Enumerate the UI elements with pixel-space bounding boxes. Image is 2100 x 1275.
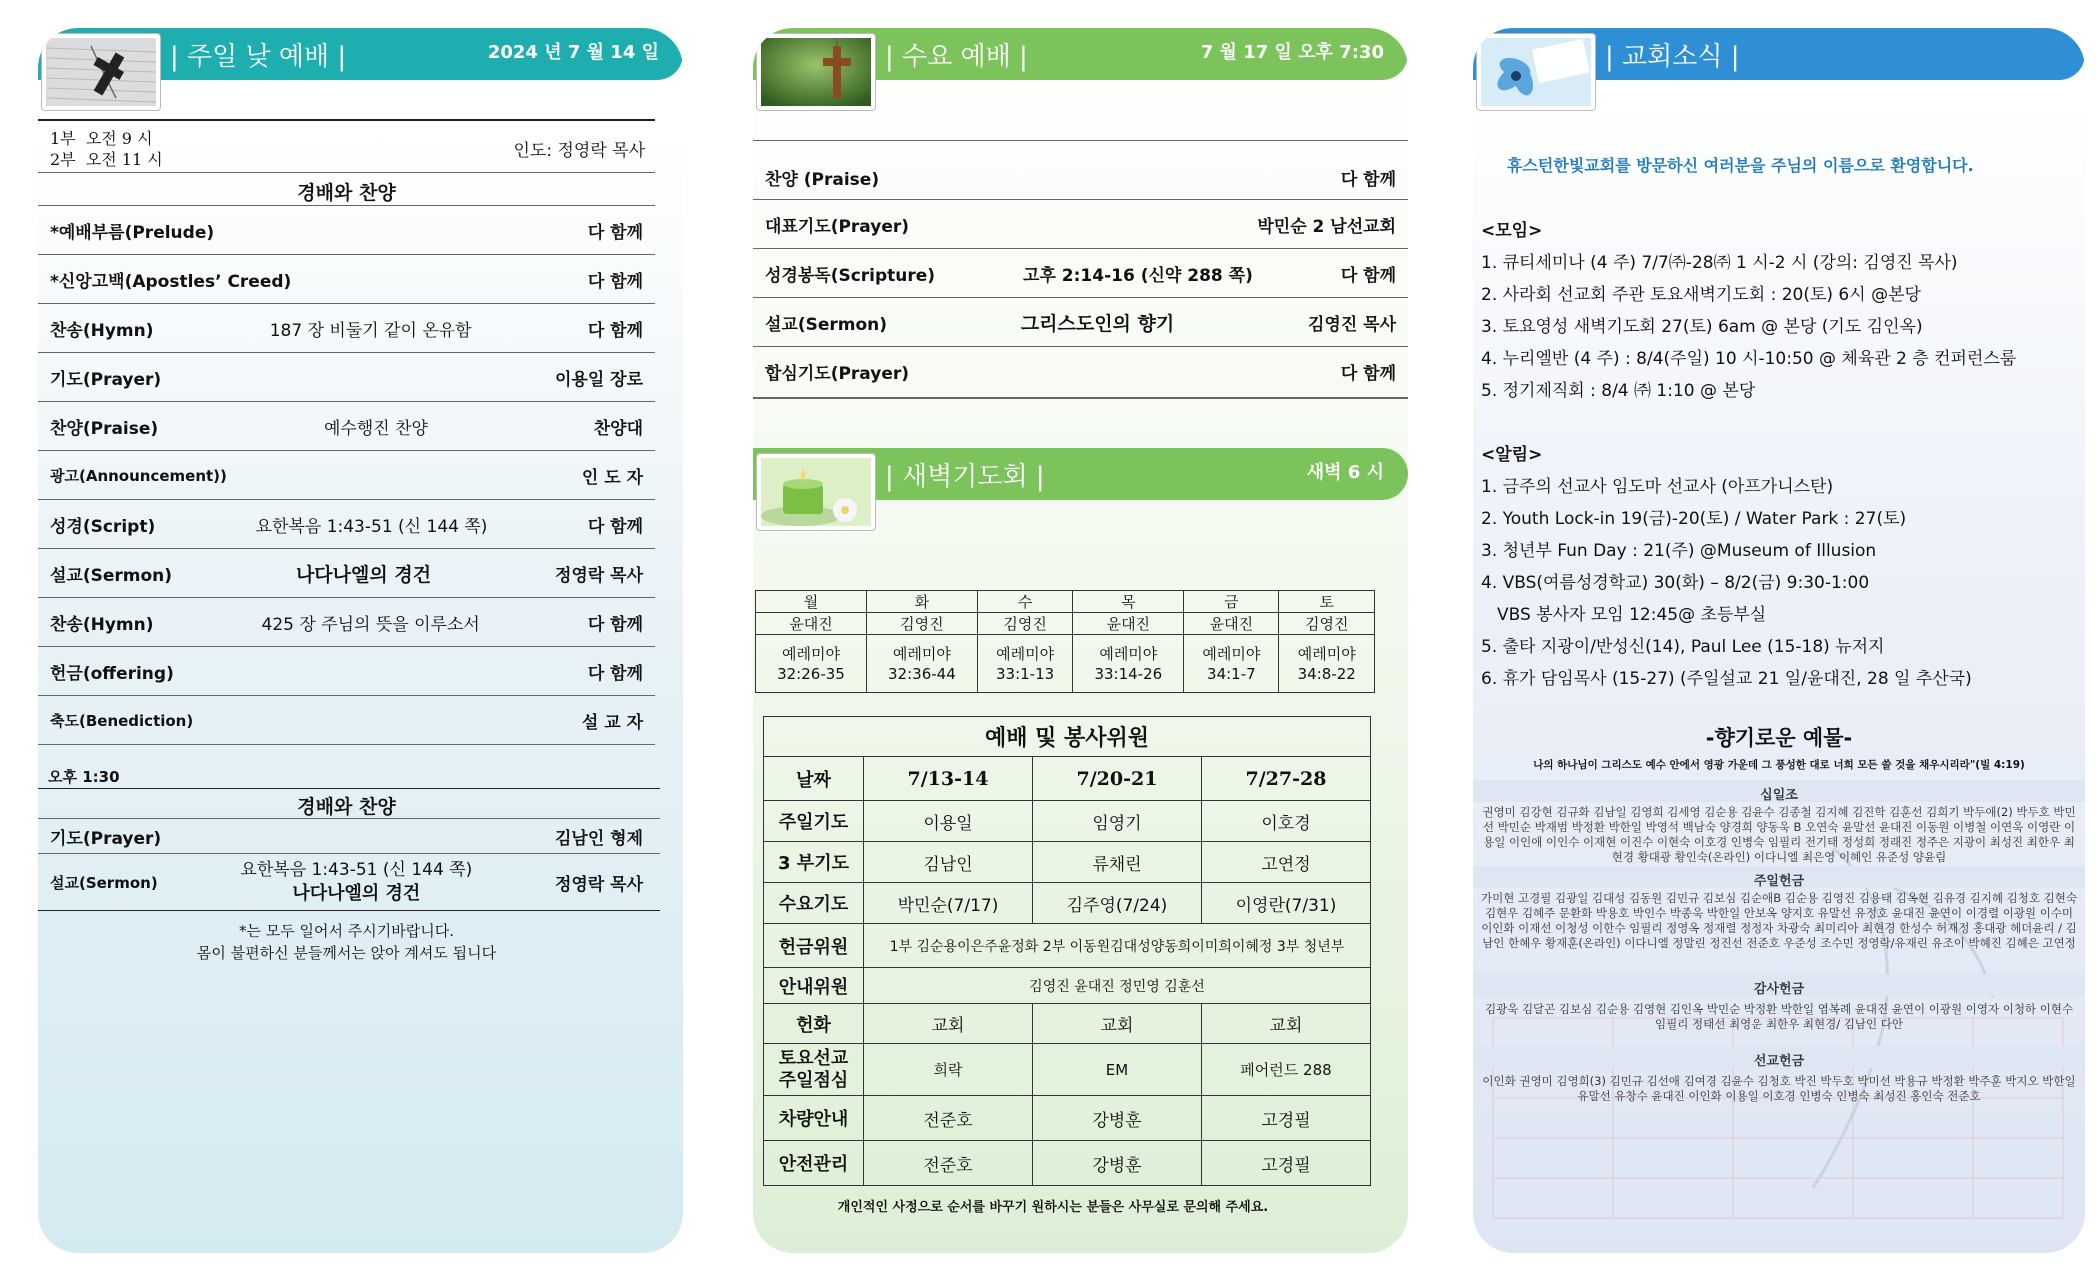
service-part: 1부 — [50, 129, 76, 148]
meeting-item: 5. 정기제직회 : 8/4 ㈜ 1:10 @ 본당 — [1481, 381, 1756, 401]
dawn-leader: 김영진 — [1279, 613, 1375, 635]
afternoon-prayer-by: 김남인 형제 — [554, 828, 643, 849]
dawn-title: | 새벽기도회 | — [885, 462, 1045, 492]
divider — [38, 910, 660, 911]
notice-item: 6. 휴가 담임목사 (15-27) (주일설교 21 일/윤대진, 28 일 추산국) — [1481, 669, 1972, 689]
wednesday-time: 7 월 17 일 오후 7:30 — [1200, 42, 1384, 63]
dawn-book: 예레미야 — [781, 644, 840, 663]
notice-item: VBS 봉사자 모임 12:45@ 초등부실 — [1497, 605, 1767, 625]
order-by: 설 교 자 — [581, 712, 643, 733]
service-times — [50, 128, 163, 170]
sunday-date: 2024 년 7 월 14 일 — [487, 42, 659, 63]
afternoon-prayer-row — [38, 819, 655, 853]
afternoon-sermon-scripture: 요한복음 1:43-51 (신 144 쪽) — [240, 860, 473, 880]
meeting-item: 4. 누리엘반 (4 주) : 8/4(주일) 10 시-10:50 @ 체육관 2 층 컨퍼런스룸 — [1481, 349, 2017, 369]
mission-value: 희락 — [864, 1044, 1033, 1096]
dawn-passage — [1073, 635, 1184, 693]
notices-title: <알림> — [1481, 445, 1543, 465]
thanks-offering-title: 감사헌금 — [1753, 982, 1805, 997]
wed-by: 다 함께 — [1340, 265, 1396, 286]
order-row — [38, 206, 655, 254]
section-title: 경배와 찬양 — [297, 182, 396, 204]
wed-by: 박민순 2 남선교회 — [1257, 216, 1396, 237]
order-by: 다 함께 — [587, 614, 643, 635]
afternoon-title: 경배와 찬양 — [297, 796, 396, 818]
safety-label: 안전관리 — [764, 1141, 864, 1186]
order-item: 기도(Prayer) — [50, 369, 162, 390]
staff-row — [764, 842, 1371, 883]
notice-item: 2. Youth Lock-in 19(금)-20(토) / Water Park : 27(토) — [1481, 509, 1907, 529]
order-row — [38, 696, 655, 744]
wednesday-panel — [753, 28, 1408, 1253]
wed-item: 합심기도(Prayer) — [765, 363, 910, 384]
divider — [753, 140, 1408, 141]
order-content: 425 장 주님의 뜻을 이루소서 — [261, 614, 480, 635]
dawn-book: 예레미야 — [996, 644, 1055, 663]
wed-item: 대표기도(Prayer) — [765, 216, 910, 237]
car-value: 전준호 — [864, 1096, 1033, 1141]
afternoon-sermon-row — [38, 854, 655, 910]
wed-row — [753, 298, 1408, 346]
afternoon-prayer-item: 기도(Prayer) — [50, 828, 162, 849]
safety-value: 고경필 — [1201, 1141, 1370, 1186]
dawn-prayer-table — [755, 590, 1375, 693]
staff-value: 이영란(7/31) — [1201, 883, 1370, 924]
order-item: 성경(Script) — [50, 516, 156, 537]
car-label: 차량안내 — [764, 1096, 864, 1141]
order-row — [38, 255, 655, 303]
service-leader: 인도: 정영락 목사 — [513, 141, 645, 161]
mission-offering-title: 선교헌금 — [1753, 1054, 1805, 1069]
sunday-offering-title: 주일헌금 — [1753, 874, 1805, 889]
order-item: 찬양(Praise) — [50, 418, 159, 439]
flower-value: 교회 — [1201, 1004, 1370, 1044]
order-row — [38, 647, 655, 695]
safety-value: 강병훈 — [1032, 1141, 1201, 1186]
divider — [38, 172, 655, 173]
dawn-day: 목 — [1073, 591, 1184, 613]
afternoon-sermon-item: 설교(Sermon) — [50, 873, 158, 892]
flower-value: 교회 — [864, 1004, 1033, 1044]
dawn-book: 예레미야 — [892, 644, 951, 663]
order-item: 찬송(Hymn) — [50, 614, 154, 635]
gift-verse: 나의 하나님이 그리스도 예수 안에서 영광 가운데 그 풍성한 대로 너희 모든 쓸 것을 채우시리라"(빌 4:19) — [1533, 759, 2025, 771]
order-by: 다 함께 — [587, 222, 643, 243]
service-part: 2부 — [50, 150, 76, 169]
news-panel — [1473, 28, 2085, 1253]
dawn-leader: 김영진 — [866, 613, 977, 635]
wed-by: 다 함께 — [1340, 363, 1396, 384]
mission-value: 페어런드 288 — [1201, 1044, 1370, 1096]
safety-value: 전준호 — [864, 1141, 1033, 1186]
dawn-book: 예레미야 — [1099, 644, 1158, 663]
usher-text: 김영진 윤대진 정민영 김훈선 — [864, 968, 1371, 1004]
welcome-message: 휴스턴한빛교회를 방문하신 여러분을 주님의 이름으로 환영합니다. — [1507, 156, 1974, 175]
order-item: 설교(Sermon) — [50, 565, 173, 586]
wednesday-title: | 수요 예배 | — [885, 42, 1028, 72]
dawn-verse: 34:8-22 — [1297, 664, 1356, 683]
staff-value: 임영기 — [1032, 801, 1201, 842]
order-item: 헌금(offering) — [50, 663, 174, 684]
meetings-title: <모임> — [1481, 221, 1543, 241]
dawn-verse: 34:1-7 — [1207, 664, 1256, 683]
dawn-passage — [866, 635, 977, 693]
staff-date: 7/27-28 — [1201, 757, 1370, 801]
dawn-passage — [1184, 635, 1279, 693]
car-row — [764, 1096, 1371, 1141]
tithe-title: 십일조 — [1760, 788, 1798, 803]
offering-text: 1부 김순용이은주윤정화 2부 이동원김대성양동희이미희이혜정 3부 청년부 — [864, 924, 1371, 968]
dawn-verse: 32:26-35 — [777, 664, 845, 683]
wed-row — [753, 153, 1408, 201]
staff-label: 3 부기도 — [764, 842, 864, 883]
wed-item: 설교(Sermon) — [765, 314, 888, 335]
dawn-passages-row — [756, 635, 1375, 693]
usher-row — [764, 968, 1371, 1004]
dawn-book: 예레미야 — [1297, 644, 1356, 663]
sunday-notes — [38, 920, 655, 964]
wed-item: 찬양 (Praise) — [765, 169, 880, 190]
wed-item: 성경봉독(Scripture) — [765, 265, 936, 286]
dawn-leader: 윤대진 — [1184, 613, 1279, 635]
divider — [38, 788, 660, 789]
order-content: 예수행진 찬양 — [323, 418, 428, 439]
staff-value: 고연정 — [1201, 842, 1370, 883]
dawn-passage — [977, 635, 1073, 693]
order-row — [38, 304, 655, 352]
order-by: 다 함께 — [587, 516, 643, 537]
staff-value: 류채린 — [1032, 842, 1201, 883]
wed-content: 그리스도인의 향기 — [1020, 312, 1175, 335]
dawn-time: 새벽 6 시 — [1306, 462, 1384, 483]
dawn-passage — [1279, 635, 1375, 693]
sunday-title: | 주일 낮 예배 | — [170, 42, 347, 72]
mission-lunch-label — [764, 1044, 864, 1096]
dawn-days-row — [756, 591, 1375, 613]
wed-row — [753, 347, 1408, 395]
order-row — [38, 353, 655, 401]
flower-value: 교회 — [1032, 1004, 1201, 1044]
divider — [38, 744, 655, 745]
news-title: | 교회소식 | — [1605, 42, 1740, 72]
order-content: 요한복음 1:43-51 (신 144 쪽) — [255, 516, 488, 537]
dawn-leaders-row — [756, 613, 1375, 635]
note-sit: 몸이 불편하신 분들께서는 앉아 계셔도 됩니다 — [196, 944, 497, 962]
candle-image — [757, 454, 875, 530]
notice-item: 1. 금주의 선교사 임도마 선교사 (아프가니스탄) — [1481, 477, 1834, 497]
order-item: 찬송(Hymn) — [50, 320, 154, 341]
order-row — [38, 549, 655, 597]
cross-bible-image — [42, 34, 160, 110]
order-by: 다 함께 — [587, 663, 643, 684]
car-value: 강병훈 — [1032, 1096, 1201, 1141]
mission-label-2: 주일점심 — [778, 1069, 849, 1091]
date-label: 날짜 — [764, 757, 864, 801]
order-content: 187 장 비둘기 같이 온유함 — [269, 320, 472, 341]
car-value: 고경필 — [1201, 1096, 1370, 1141]
mission-lunch-row — [764, 1044, 1371, 1096]
thanks-offering-names: 김광욱 김달곤 김보심 김순용 김영현 김인옥 박민순 박정환 박한일 염복례 윤대진 윤연이 이광원 이영자 이청하 이현수 임필리 정태선 최영운 최한우 최현경/ 김남인 다안 — [1484, 1002, 2074, 1031]
staff-title: 예배 및 봉사위원 — [764, 717, 1371, 757]
order-row — [38, 500, 655, 548]
note-stand: *는 모두 일어서 주시기바랍니다. — [239, 922, 454, 940]
order-item: *예배부름(Prelude) — [50, 222, 215, 243]
dawn-day: 수 — [977, 591, 1073, 613]
meeting-item: 1. 큐티세미나 (4 주) 7/7㈜-28㈜ 1 시-2 시 (강의: 김영진 목사) — [1481, 253, 1958, 273]
wooden-cross-image — [757, 34, 875, 110]
service-time: 오전 9 시 — [85, 129, 153, 148]
dawn-leader: 윤대진 — [1073, 613, 1184, 635]
dawn-book: 예레미야 — [1202, 644, 1261, 663]
order-row — [38, 598, 655, 646]
meeting-item: 3. 토요영성 새벽기도회 27(토) 6am @ 본당 (기도 김인옥) — [1481, 317, 1923, 337]
order-by: 다 함께 — [587, 271, 643, 292]
notice-item: 5. 출타 지광이/반성신(14), Paul Lee (15-18) 뉴저지 — [1481, 637, 1885, 657]
staff-label: 주일기도 — [764, 801, 864, 842]
flower-label: 헌화 — [764, 1004, 864, 1044]
order-by: 찬양대 — [593, 418, 643, 439]
staff-row — [764, 883, 1371, 924]
mission-offering-names: 이인화 권영미 김영희(3) 김민규 김선애 김여경 김윤수 김청호 박진 박두호 박미선 박용규 박정환 박주훈 박지오 박한일 유말선 유창수 윤대진 이인화 이용일 이호경 인병숙 인병숙 최성진 홍인숙 전준호 — [1482, 1074, 2076, 1103]
staff-value: 이용일 — [864, 801, 1033, 842]
staff-title-row — [764, 717, 1371, 757]
staff-value: 김남인 — [864, 842, 1033, 883]
notice-item: 4. VBS(여름성경학교) 30(화) – 8/2(금) 9:30-1:00 — [1481, 573, 1870, 593]
order-item: 광고(Announcement)) — [50, 466, 227, 485]
staff-date: 7/13-14 — [864, 757, 1033, 801]
order-by: 다 함께 — [587, 320, 643, 341]
flower-row — [764, 1004, 1371, 1044]
dawn-leader: 김영진 — [977, 613, 1073, 635]
wed-content: 고후 2:14-16 (신약 288 쪽) — [1023, 265, 1253, 286]
order-item: 축도(Benediction) — [50, 711, 194, 730]
mission-value: EM — [1032, 1044, 1201, 1096]
order-by: 정영락 목사 — [554, 565, 643, 586]
staff-row — [764, 801, 1371, 842]
wed-by: 김영진 목사 — [1307, 314, 1396, 335]
offering-label: 헌금위원 — [764, 924, 864, 968]
afternoon-sermon-title: 나다나엘의 경건 — [292, 883, 421, 904]
gift-title: -향기로운 예물- — [1705, 726, 1853, 750]
dawn-verse: 33:14-26 — [1094, 664, 1163, 683]
staff-label: 수요기도 — [764, 883, 864, 924]
dawn-leader: 윤대진 — [756, 613, 867, 635]
dawn-passage — [756, 635, 867, 693]
staff-value: 김주영(7/24) — [1032, 883, 1201, 924]
dawn-day: 화 — [866, 591, 977, 613]
wed-row — [753, 249, 1408, 297]
afternoon-sermon-by: 정영락 목사 — [554, 874, 643, 895]
order-by: 이용일 장로 — [554, 369, 643, 390]
meeting-item: 2. 사라회 선교회 주관 토요새벽기도회 : 20(토) 6시 @본당 — [1481, 285, 1921, 305]
order-item: *신앙고백(Apostles’ Creed) — [50, 271, 292, 292]
dawn-day: 금 — [1184, 591, 1279, 613]
order-row — [38, 402, 655, 450]
usher-label: 안내위원 — [764, 968, 864, 1004]
staff-note: 개인적인 사정으로 순서를 바꾸기 원하시는 분들은 사무실로 문의해 주세요. — [837, 1200, 1269, 1215]
staff-value: 박민순(7/17) — [864, 883, 1033, 924]
sunday-service-panel — [38, 28, 683, 1253]
tithe-names: 권영미 김강현 김규화 김남일 김영희 김세영 김순용 김윤수 김종철 김지혜 김진학 김훈선 김희기 박두애(2) 박두호 박민선 박민순 박재범 박정환 박한일 박영석 백남숙 양경희 양동욱 B 오연숙 윤말선 윤대진 이동원 이병철 이연욱 이영란 이용일 이인애 이인수 이재현 이진수 이현숙 이호경 인병숙 임필리 전기태 정성희 정래진 정주은 지광이 최성진 최한우 최현경 황대광 황인숙(온라인) 이다니엘 최은영 이혜인 유준성 양윤림 — [1482, 805, 2076, 864]
dawn-day: 월 — [756, 591, 867, 613]
staff-table — [763, 716, 1371, 1186]
sunday-offering-names: 가미현 고경필 김광일 김대성 김동원 김민규 김보심 김순애B 김순용 김영진 김용태 김옥현 김유경 김지혜 김청호 김현숙 김현우 김혜주 문환화 박용호 박인수 박종욱 박한일 안보옥 양지호 유말선 유정호 윤대진 윤연이 이경렬 이광원 이수미 이인화 이재선 이청성 이한수 임필리 정영옥 정재렬 정정자 차광숙 최미리아 최현경 한성수 허재정 홍대광 헤더윤리 / 김남인 한혜우 황재훈(온라인) 이다니엘 정말린 정진선 전준호 우준성 조수민 정영락/유재린 유조이 박혜진 김혜은 고연정 — [1481, 891, 2077, 950]
staff-value: 이호경 — [1201, 801, 1370, 842]
flower-card-image — [1477, 34, 1595, 110]
dawn-day: 토 — [1279, 591, 1375, 613]
divider — [753, 397, 1408, 399]
order-content: 나다나엘의 경건 — [295, 563, 432, 586]
notice-item: 3. 청년부 Fun Day : 21(주) @Museum of Illusion — [1481, 541, 1877, 561]
staff-dates-row — [764, 757, 1371, 801]
service-time: 오전 11 시 — [85, 150, 163, 169]
staff-date: 7/20-21 — [1032, 757, 1201, 801]
dawn-verse: 32:36-44 — [888, 664, 956, 683]
wed-by: 다 함께 — [1340, 169, 1396, 190]
safety-row — [764, 1141, 1371, 1186]
wed-row — [753, 200, 1408, 248]
order-row — [38, 451, 655, 499]
mission-label-1: 토요선교 — [778, 1047, 849, 1069]
divider — [38, 119, 655, 121]
offering-row — [764, 924, 1371, 968]
afternoon-time: 오후 1:30 — [48, 768, 120, 786]
order-by: 인 도 자 — [581, 467, 643, 488]
dawn-verse: 33:1-13 — [996, 664, 1055, 683]
